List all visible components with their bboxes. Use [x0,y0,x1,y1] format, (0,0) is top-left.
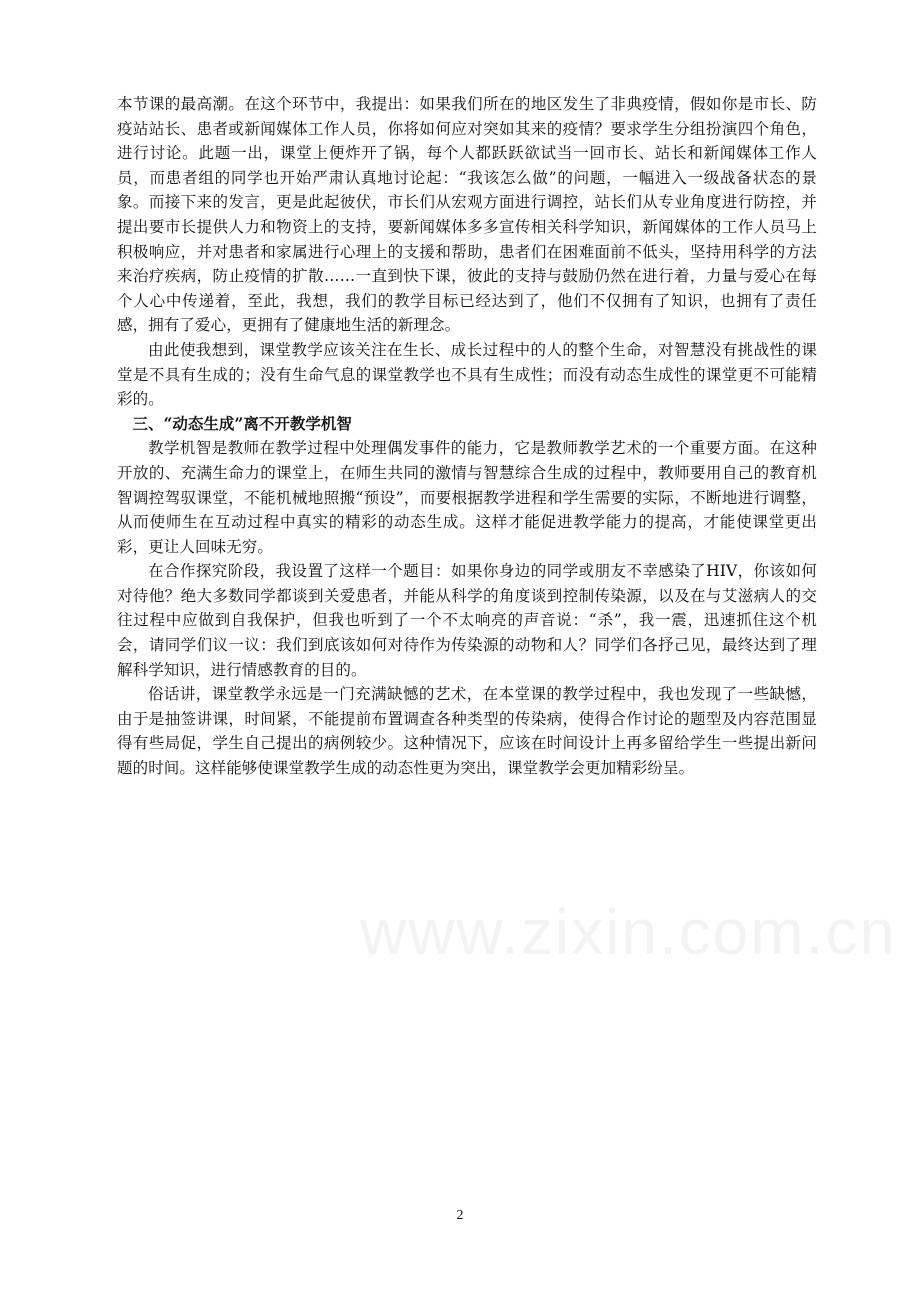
page-number: 2 [456,1208,464,1223]
paragraph-cooperative-inquiry: 在合作探究阶段，我设置了这样一个题目：如果你身边的同学或朋友不幸感染了HIV，你该如何对待他？绝大多数同学都谈到关爱患者，并能从科学的角度谈到控制传染源，以及在与艾滋病人的交往过程中应做到自我保护，但我也听到了一个不太响亮的声音说：“杀”，我一震，迅速抓住这个机会，请同学们议一议：我们到底该如何对待作为传染源的动物和人？同学们各抒己见，最终达到了理解科学知识，进行情感教育的目的。 [117,562,817,679]
watermark-text: www.zixin.com.cn [360,896,897,968]
paragraph-shortcomings: 俗话讲，课堂教学永远是一门充满缺憾的艺术，在本堂课的教学过程中，我也发现了一些缺憾，由于是抽签讲课，时间紧，不能提前布置调查各种类型的传染病，使得合作讨论的题型及内容范围显得有些局促，学生自己提出的病例较少。这种情况下，应该在时间设计上再多留给学生一些提出新问题的时间。这样能够使课堂教学生成的动态性更为突出，课堂教学会更加精彩纷呈。 [117,685,817,778]
section-heading: 三、“动态生成”离不开教学机智 [132,413,352,433]
document-body [117,92,817,781]
paragraph-climax: 本节课的最高潮。在这个环节中，我提出：如果我们所在的地区发生了非典疫情，假如你是市长、防疫站站长、患者或新闻媒体工作人员，你将如何应对突如其来的疫情？要求学生分组扮演四个角色，进行讨论。此题一出，课堂上便炸开了锅，每个人都跃跃欲试当一回市长、站长和新闻媒体工作人员，而患者组的同学也开始严肃认真地讨论起：“我该怎么做”的问题，一幅进入一级战备状态的景象。而接下来的发言，更是此起彼伏，市长们从宏观方面进行调控，站长们从专业角度进行防控，并提出要市长提供人力和物资上的支持，要新闻媒体多多宣传相关科学知识，新闻媒体的工作人员马上积极响应，并对患者和家属进行心理上的支援和帮助，患者们在困难面前不低头，坚持用科学的方法来治疗疾病，防止疫情的扩散……一直到快下课，彼此的支持与鼓励仍然在进行着，力量与爱心在每个人心中传递着，至此，我想，我们的教学目标已经达到了，他们不仅拥有了知识，也拥有了责任感，拥有了爱心，更拥有了健康地生活的新理念。 [117,95,817,335]
paragraph-teaching-wit: 教学机智是教师在教学过程中处理偶发事件的能力，它是教师教学艺术的一个重要方面。在这种开放的、充满生命力的课堂上，在师生共同的激情与智慧综合生成的过程中，教师要用自己的教育机智调控驾驭课堂，不能机械地照搬“预设”，而要根据教学进程和学生需要的实际，不断地进行调整，从而使师生在互动过程中真实的精彩的动态生成。这样才能促进教学能力的提高，才能使课堂更出彩，更让人回味无穷。 [117,439,817,556]
paragraph-reflection: 由此使我想到，课堂教学应该关注在生长、成长过程中的人的整个生命，对智慧没有挑战性的课堂是不具有生成的；没有生命气息的课堂教学也不具有生成性；而没有动态生成性的课堂更不可能精彩的。 [117,340,817,409]
